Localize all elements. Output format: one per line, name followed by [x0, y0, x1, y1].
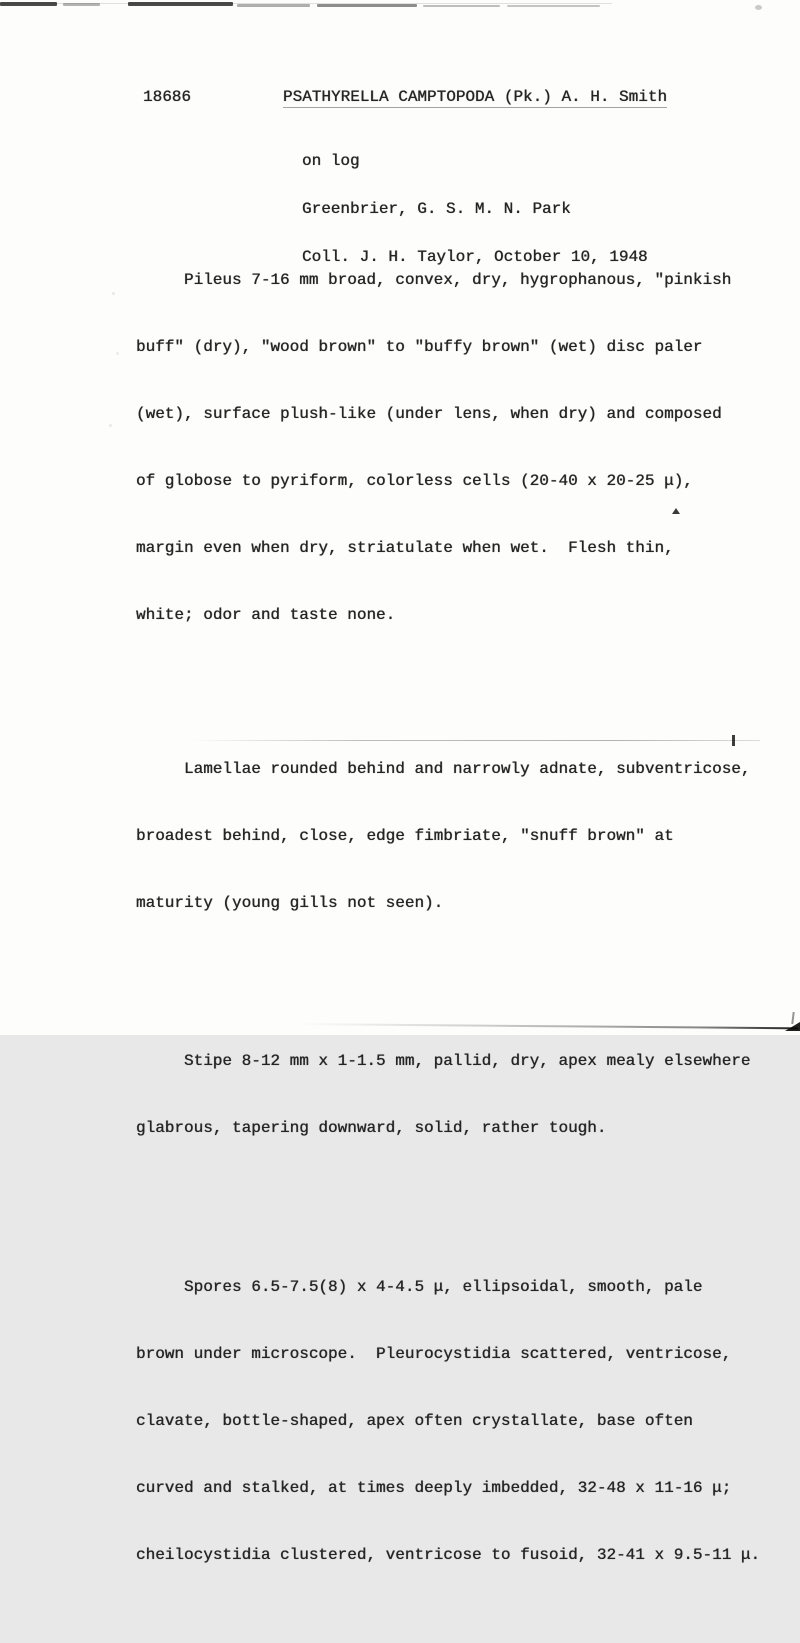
- text-line: white; odor and taste none.: [136, 606, 396, 624]
- scan-artifact-segment: [63, 3, 100, 6]
- scan-artifact-segment: [128, 2, 233, 6]
- scan-speck: [109, 424, 112, 427]
- text-line: brown under microscope. Pleurocystidia scattered, ventricose,: [136, 1345, 732, 1363]
- text-line: (wet), surface plush-like (under lens, when dry) and composed: [136, 405, 722, 423]
- text-line: Spores 6.5-7.5(8) x 4-4.5 μ, ellipsoidal, smooth, pale: [184, 1278, 703, 1296]
- text-line: buff" (dry), "wood brown" to "buffy brown" (wet) disc paler: [136, 338, 703, 356]
- locality-line: Greenbrier, G. S. M. N. Park: [302, 200, 571, 218]
- species-title: PSATHYRELLA CAMPTOPODA (Pk.) A. H. Smith: [283, 88, 668, 106]
- paragraph-stipe: [136, 1010, 776, 1180]
- paragraph-spores: [136, 1236, 776, 1607]
- text-line: maturity (young gills not seen).: [136, 894, 444, 912]
- substrate-line: on log: [302, 152, 360, 170]
- accession-number: 18686: [143, 88, 192, 106]
- description-text: [136, 193, 776, 1643]
- text-line: cheilocystidia clustered, ventricose to fusoid, 32-41 x 9.5-11 μ.: [136, 1546, 761, 1564]
- scan-artifact-segment: [423, 5, 500, 7]
- scan-speck: [116, 352, 119, 355]
- scan-speck: [112, 292, 115, 295]
- text-line: glabrous, tapering downward, solid, rather tough.: [136, 1119, 607, 1137]
- scan-artifact-faint-line: [190, 740, 760, 741]
- scan-speck: [755, 5, 762, 10]
- collector-line: Coll. J. H. Taylor, October 10, 1948: [302, 248, 648, 266]
- text-line: Pileus 7-16 mm broad, convex, dry, hygrophanous, "pinkish: [184, 271, 732, 289]
- text-line: margin even when dry, striatulate when wet. Flesh thin,: [136, 539, 674, 557]
- scan-artifact-tick: [732, 735, 735, 746]
- scan-artifact-segment: [507, 5, 600, 7]
- text-line: Lamellae rounded behind and narrowly adnate, subventricose,: [184, 760, 751, 778]
- text-line: clavate, bottle-shaped, apex often crystallate, base often: [136, 1412, 693, 1430]
- insertion-caret-mark: [672, 508, 680, 514]
- text-line: curved and stalked, at times deeply imbedded, 32-48 x 11-16 μ;: [136, 1479, 732, 1497]
- scan-artifact-segment: [237, 4, 310, 7]
- scan-artifact-segment: [0, 2, 57, 6]
- text-line: Stipe 8-12 mm x 1-1.5 mm, pallid, dry, apex mealy elsewhere: [184, 1052, 751, 1070]
- text-line: broadest behind, close, edge fimbriate, "snuff brown" at: [136, 827, 674, 845]
- paragraph-lamellae: [136, 718, 776, 955]
- scan-artifact-corner-blob: [785, 1022, 800, 1031]
- scan-artifact-segment: [317, 4, 417, 7]
- paragraph-pileus: [136, 229, 776, 667]
- text-line: of globose to pyriform, colorless cells (20-40 x 20-25 μ),: [136, 472, 693, 490]
